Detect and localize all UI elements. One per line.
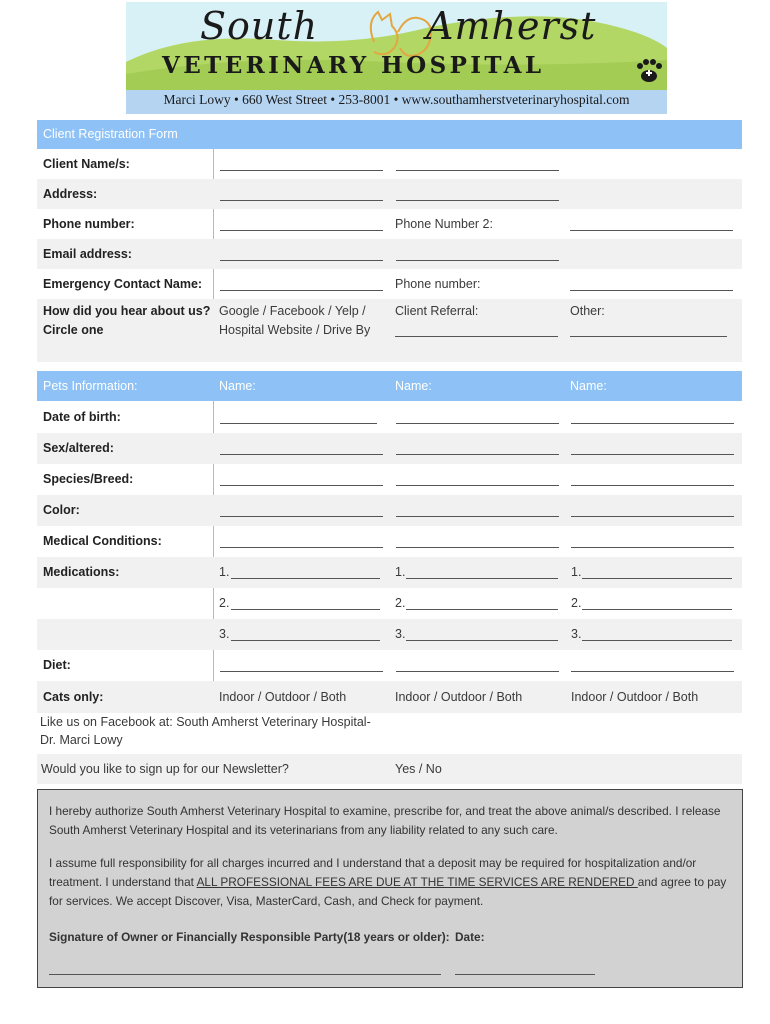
fees-due-notice: ALL PROFESSIONAL FEES ARE DUE AT THE TIME SERVICES ARE RENDERED: [196, 875, 638, 889]
sex-row: [37, 433, 742, 464]
facebook-line-1: Like us on Facebook at: South Amherst Veterinary Hospital-: [40, 715, 371, 729]
dob-label: Date of birth:: [43, 410, 121, 424]
pet2-dob-field[interactable]: [396, 423, 559, 424]
circle-one-label: Circle one: [43, 323, 104, 337]
pet2-med3-field[interactable]: [406, 640, 558, 641]
pet3-cats-options[interactable]: Indoor / Outdoor / Both: [571, 690, 699, 704]
client-name-row: [37, 149, 742, 179]
pet3-species-field[interactable]: [571, 485, 734, 486]
pet2-med1-field[interactable]: [406, 578, 558, 579]
pet3-med1-field[interactable]: [582, 578, 732, 579]
pet2-sex-field[interactable]: [396, 454, 559, 455]
pet2-name-header: Name:: [395, 379, 432, 393]
pet2-color-field[interactable]: [396, 516, 559, 517]
client-name-field-2[interactable]: [396, 170, 559, 171]
referral-options-line2[interactable]: Hospital Website / Drive By: [219, 323, 371, 337]
facebook-line-2: Dr. Marci Lowy: [40, 733, 123, 747]
signature-field[interactable]: [49, 974, 441, 975]
pet1-med1-field[interactable]: [231, 578, 380, 579]
referral-options-line1[interactable]: Google / Facebook / Yelp /: [219, 304, 366, 318]
species-label: Species/Breed:: [43, 472, 134, 486]
color-row: [37, 495, 742, 526]
pet3-med2-field[interactable]: [582, 609, 732, 610]
pet3-color-field[interactable]: [571, 516, 734, 517]
consent-paragraph-2-start: I assume full responsibility for all charges incurred and I understand that a deposit may be required for hospitalization and/or treatment. I understand that: [49, 856, 697, 889]
pet2-cats-options[interactable]: Indoor / Outdoor / Both: [395, 690, 523, 704]
other-field[interactable]: [570, 336, 727, 337]
emergency-phone-label: Phone number:: [395, 277, 481, 291]
pet3-name-header: Name:: [570, 379, 607, 393]
consent-box: [37, 789, 743, 988]
pet1-med3-number: 3.: [219, 627, 230, 641]
newsletter-options[interactable]: Yes / No: [395, 762, 442, 776]
pet1-sex-field[interactable]: [220, 454, 383, 455]
pet3-med3-field[interactable]: [582, 640, 732, 641]
pet2-med2-number: 2.: [395, 596, 406, 610]
medications-row-2: [37, 588, 742, 619]
client-name-field-1[interactable]: [220, 170, 383, 171]
referral-source-row: [37, 299, 742, 362]
diet-label: Diet:: [43, 658, 71, 672]
email-row: [37, 239, 742, 269]
consent-paragraph-2: [49, 854, 729, 911]
client-section-title: Client Registration Form: [43, 127, 178, 141]
pet3-med2-number: 2.: [571, 596, 582, 610]
address-field-1[interactable]: [220, 200, 383, 201]
pet1-diet-field[interactable]: [220, 671, 383, 672]
email-field-2[interactable]: [396, 260, 559, 261]
pet1-name-header: Name:: [219, 379, 256, 393]
medications-row-3: [37, 619, 742, 650]
consent-paragraph-2-end: and agree to pay for services. We accept Discover, Visa, MasterCard, Cash, and Check for payment.: [49, 875, 727, 908]
pet2-med2-field[interactable]: [406, 609, 558, 610]
pet3-dob-field[interactable]: [571, 423, 734, 424]
pets-section-title: Pets Information:: [43, 379, 138, 393]
date-label: Date:: [455, 930, 485, 944]
phone2-field[interactable]: [570, 230, 733, 231]
pet3-med1-number: 1.: [571, 565, 582, 579]
client-registration-table: [37, 120, 742, 362]
medications-label: Medications:: [43, 565, 120, 579]
pet3-med3-number: 3.: [571, 627, 582, 641]
medications-row-1: [37, 557, 742, 588]
medical-conditions-row: [37, 526, 742, 557]
client-section-header: [37, 120, 742, 149]
brand-south: South: [200, 4, 319, 48]
pet2-medical-field[interactable]: [396, 547, 559, 548]
pet1-color-field[interactable]: [220, 516, 383, 517]
signature-label: Signature of Owner or Financially Responsible Party(18 years or older):: [49, 930, 450, 944]
client-name-label: Client Name/s:: [43, 157, 130, 171]
cats-only-row: [37, 681, 742, 713]
pet1-cats-options[interactable]: Indoor / Outdoor / Both: [219, 690, 347, 704]
contact-line: Marci Lowy • 660 West Street • 253-8001 • www.southamherstveterinaryhospital.com: [163, 92, 630, 107]
referral-question-label: How did you hear about us?: [43, 304, 211, 318]
pet1-med3-field[interactable]: [231, 640, 380, 641]
species-row: [37, 464, 742, 495]
pet3-sex-field[interactable]: [571, 454, 734, 455]
date-field[interactable]: [455, 974, 595, 975]
pet1-med1-number: 1.: [219, 565, 230, 579]
sex-label: Sex/altered:: [43, 441, 114, 455]
pet1-dob-field[interactable]: [220, 423, 377, 424]
pet1-med2-field[interactable]: [231, 609, 380, 610]
pet2-species-field[interactable]: [396, 485, 559, 486]
pet3-diet-field[interactable]: [571, 671, 734, 672]
email-label: Email address:: [43, 247, 132, 261]
newsletter-row: [37, 754, 742, 784]
hospital-logo: [126, 2, 667, 114]
medical-conditions-label: Medical Conditions:: [43, 534, 162, 548]
address-label: Address:: [43, 187, 98, 201]
emergency-contact-label: Emergency Contact Name:: [43, 277, 203, 291]
emergency-contact-field[interactable]: [220, 290, 383, 291]
cats-only-label: Cats only:: [43, 690, 104, 704]
address-field-2[interactable]: [396, 200, 559, 201]
dob-row: [37, 401, 742, 433]
diet-row: [37, 650, 742, 681]
phone2-label: Phone Number 2:: [395, 217, 493, 231]
client-referral-label: Client Referral:: [395, 304, 479, 318]
pet1-medical-field[interactable]: [220, 547, 383, 548]
phone-field[interactable]: [220, 230, 383, 231]
client-referral-field[interactable]: [395, 336, 558, 337]
pet3-medical-field[interactable]: [571, 547, 734, 548]
pets-information-table: [37, 371, 742, 713]
consent-paragraph-1: I hereby authorize South Amherst Veterinary Hospital to examine, prescribe for, and treat the above animal/s described. I release South Amherst Veterinary Hospital and its veterinarians from any liability related to any such care.: [49, 804, 721, 837]
emergency-phone-field[interactable]: [570, 290, 733, 291]
newsletter-question: Would you like to sign up for our Newsletter?: [41, 762, 289, 776]
phone-row: [37, 209, 742, 239]
pet1-species-field[interactable]: [220, 485, 383, 486]
address-row: [37, 179, 742, 209]
pet2-med1-number: 1.: [395, 565, 406, 579]
email-field-1[interactable]: [220, 260, 383, 261]
pet2-diet-field[interactable]: [396, 671, 559, 672]
other-label: Other:: [570, 304, 605, 318]
color-label: Color:: [43, 503, 80, 517]
brand-amherst: Amherst: [426, 4, 597, 48]
emergency-contact-row: [37, 269, 742, 299]
brand-veterinary-hospital: VETERINARY HOSPITAL: [162, 52, 545, 79]
phone-label: Phone number:: [43, 217, 135, 231]
pet1-med2-number: 2.: [219, 596, 230, 610]
pets-section-header: [37, 371, 742, 401]
pet2-med3-number: 3.: [395, 627, 406, 641]
